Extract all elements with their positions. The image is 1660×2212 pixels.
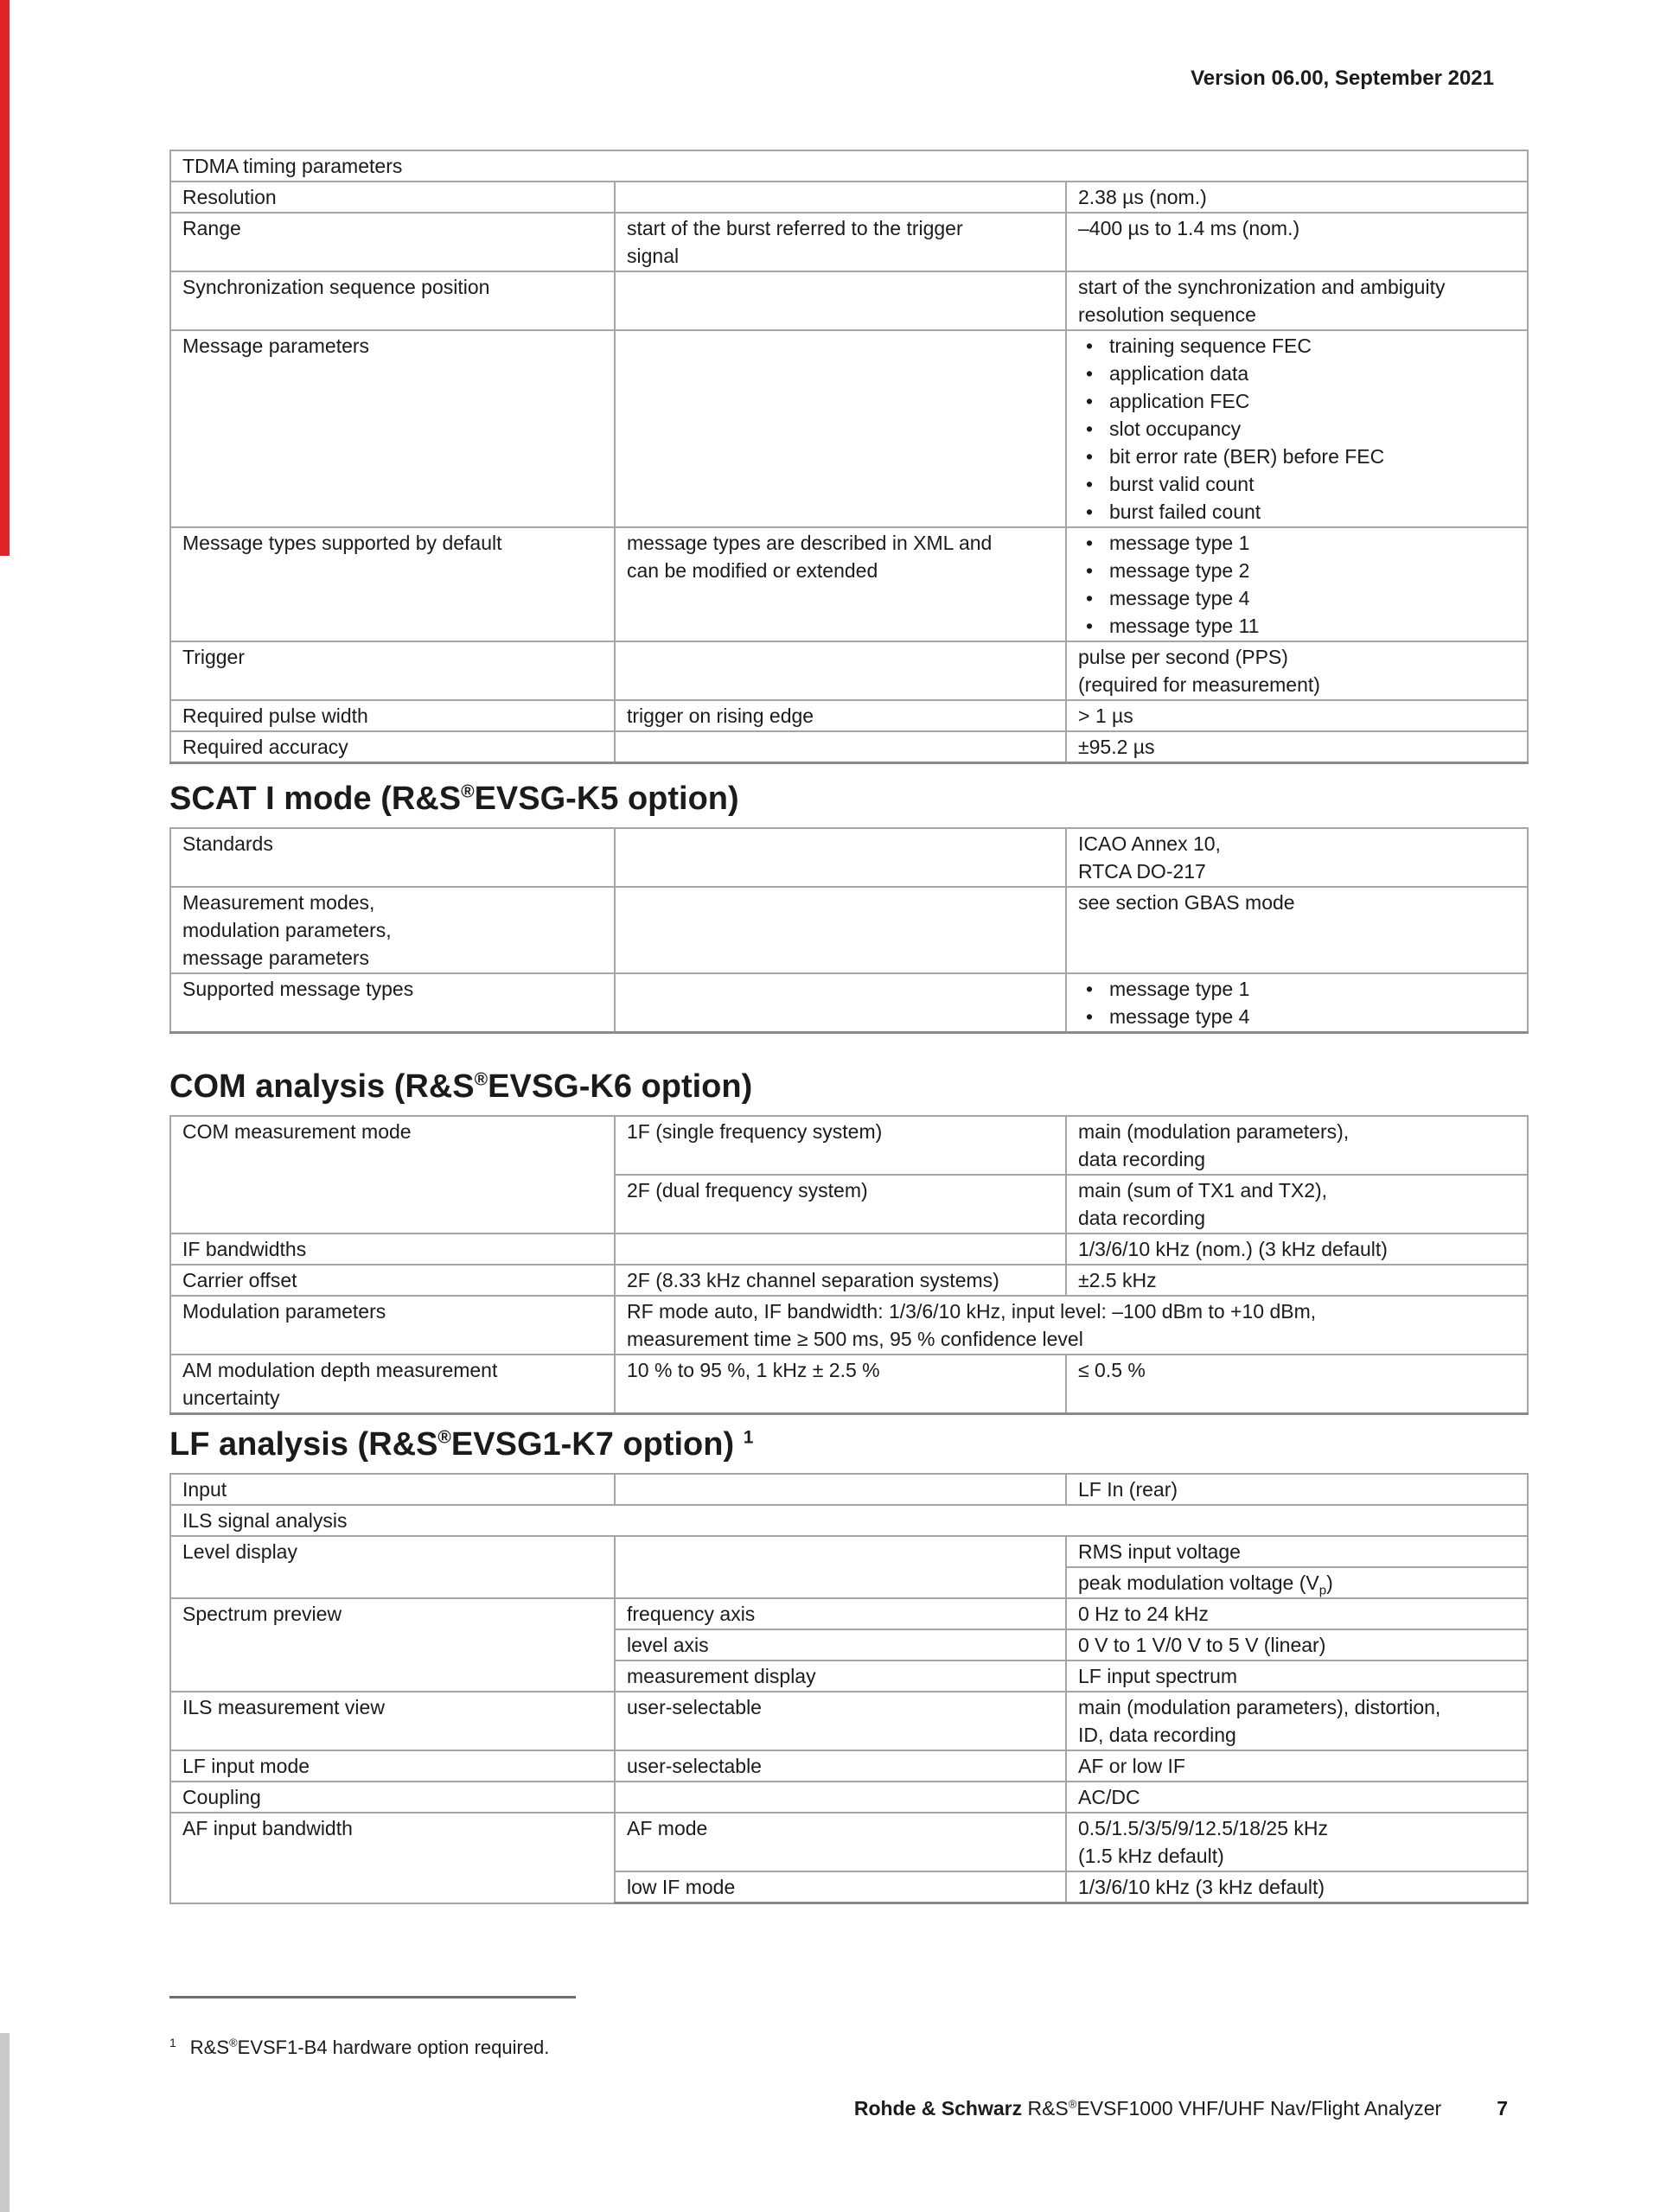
table-cell bbox=[1066, 828, 1528, 887]
bullet-item: • message type 11 bbox=[1078, 612, 1518, 640]
cell-line: 0.5/1.5/3/5/9/12.5/18/25 kHz bbox=[1078, 1817, 1328, 1839]
table-cell: 1F (single frequency system) bbox=[615, 1116, 1066, 1175]
table-cell bbox=[615, 330, 1066, 527]
bullet-item: • bit error rate (BER) before FEC bbox=[1078, 443, 1518, 470]
bullet-item: • application data bbox=[1078, 360, 1518, 387]
table-row bbox=[170, 1598, 1528, 1629]
table-cell: Supported message types bbox=[170, 973, 615, 1033]
table-cell: ILS measurement view bbox=[170, 1692, 615, 1750]
table-row bbox=[170, 330, 1528, 527]
table-cell: low IF mode bbox=[615, 1871, 1066, 1903]
cell-line: measurement time ≥ 500 ms, 95 % confidence level bbox=[627, 1328, 1083, 1350]
table-row bbox=[170, 271, 1528, 330]
table-cell: level axis bbox=[615, 1629, 1066, 1661]
bullet-item: • burst valid count bbox=[1078, 470, 1518, 498]
table-cell: Input bbox=[170, 1474, 615, 1505]
table-cell: AF input bandwidth bbox=[170, 1813, 615, 1903]
table-cell: > 1 µs bbox=[1066, 700, 1528, 731]
bullet-item: • burst failed count bbox=[1078, 498, 1518, 526]
table-row bbox=[170, 150, 1528, 182]
table-row bbox=[170, 1233, 1528, 1265]
table-cell bbox=[1066, 1692, 1528, 1750]
table-cell bbox=[615, 182, 1066, 213]
table-row bbox=[170, 1813, 1528, 1871]
table-cell bbox=[615, 213, 1066, 271]
bullet-item: • message type 4 bbox=[1078, 584, 1518, 612]
table-row bbox=[170, 1296, 1528, 1355]
table-cell: Required pulse width bbox=[170, 700, 615, 731]
cell-line: main (sum of TX1 and TX2), bbox=[1078, 1179, 1328, 1202]
table-row bbox=[170, 731, 1528, 763]
cell-line: (1.5 kHz default) bbox=[1078, 1845, 1224, 1867]
table-row bbox=[170, 1355, 1528, 1414]
bullet-item: • message type 2 bbox=[1078, 557, 1518, 584]
table-row bbox=[170, 828, 1528, 887]
table-cell bbox=[170, 1355, 615, 1414]
cell-line: ICAO Annex 10, bbox=[1078, 832, 1221, 855]
table-row bbox=[170, 700, 1528, 731]
table-row bbox=[170, 1265, 1528, 1296]
table-row bbox=[170, 973, 1528, 1033]
table-cell: LF In (rear) bbox=[1066, 1474, 1528, 1505]
table-cell bbox=[1066, 1116, 1528, 1175]
table-row bbox=[170, 1692, 1528, 1750]
cell-line: (required for measurement) bbox=[1078, 673, 1320, 696]
table-row bbox=[170, 1474, 1528, 1505]
table-cell: Coupling bbox=[170, 1782, 615, 1813]
table-cell bbox=[615, 973, 1066, 1033]
bullet-item: • application FEC bbox=[1078, 387, 1518, 415]
bullet-item: • message type 4 bbox=[1078, 1003, 1518, 1030]
cell-line: RTCA DO-217 bbox=[1078, 860, 1206, 883]
section-heading: LF analysis (R&S®EVSG1-K7 option) $^1$ bbox=[169, 1426, 754, 1463]
table-cell bbox=[615, 731, 1066, 763]
table-cell: frequency axis bbox=[615, 1598, 1066, 1629]
table-cell: Required accuracy bbox=[170, 731, 615, 763]
table-cell bbox=[615, 1296, 1528, 1355]
table-cell: AF or low IF bbox=[1066, 1750, 1528, 1782]
table-cell: trigger on rising edge bbox=[615, 700, 1066, 731]
table-cell bbox=[615, 641, 1066, 700]
table-cell bbox=[615, 527, 1066, 641]
table-cell: COM measurement mode bbox=[170, 1116, 615, 1233]
table-cell: 0 Hz to 24 kHz bbox=[1066, 1598, 1528, 1629]
table-row bbox=[170, 527, 1528, 641]
table-cell: Standards bbox=[170, 828, 615, 887]
table-cell bbox=[615, 1782, 1066, 1813]
table-cell bbox=[1066, 1175, 1528, 1233]
table-cell: Synchronization sequence position bbox=[170, 271, 615, 330]
table-cell bbox=[1066, 973, 1528, 1033]
cell-line: RF mode auto, IF bandwidth: 1/3/6/10 kHz, input level: –100 dBm to +10 dBm, bbox=[627, 1300, 1317, 1323]
table-cell bbox=[1066, 527, 1528, 641]
table-cell: measurement display bbox=[615, 1661, 1066, 1692]
table-cell: AC/DC bbox=[1066, 1782, 1528, 1813]
table-cell bbox=[1066, 1813, 1528, 1871]
table-row bbox=[170, 887, 1528, 973]
cell-line: data recording bbox=[1078, 1207, 1206, 1229]
cell-line: can be modified or extended bbox=[627, 559, 878, 582]
table-cell bbox=[1066, 330, 1528, 527]
table-cell: Message parameters bbox=[170, 330, 615, 527]
cell-line: modulation parameters, bbox=[182, 919, 392, 941]
footnote-divider bbox=[169, 1996, 576, 1998]
table-cell: 10 % to 95 %, 1 kHz ± 2.5 % bbox=[615, 1355, 1066, 1414]
section-heading: SCAT I mode (R&S®EVSG-K5 option) bbox=[169, 781, 739, 817]
table-row bbox=[170, 1116, 1528, 1175]
footer-text: Rohde & Schwarz R&S®EVSF1000 VHF/UHF Nav/Flight Analyzer bbox=[853, 2097, 1442, 2120]
section-scat bbox=[169, 779, 1527, 1034]
cell-line: data recording bbox=[1078, 1148, 1206, 1170]
table-cell: 2F (8.33 kHz channel separation systems) bbox=[615, 1265, 1066, 1296]
cell-line: ID, data recording bbox=[1078, 1724, 1236, 1746]
table-row bbox=[170, 1536, 1528, 1567]
table-cell: ±95.2 µs bbox=[1066, 731, 1528, 763]
table-cell: peak modulation voltage $(V_p)$ bbox=[1066, 1567, 1528, 1598]
table-cell: user-selectable bbox=[615, 1750, 1066, 1782]
table-cell: ILS signal analysis bbox=[170, 1505, 1528, 1536]
bullet-item: • message type 1 bbox=[1078, 975, 1518, 1003]
cell-line: pulse per second (PPS) bbox=[1078, 646, 1288, 668]
cell-line: uncertainty bbox=[182, 1386, 280, 1409]
table-cell: LF input mode bbox=[170, 1750, 615, 1782]
table-row bbox=[170, 1750, 1528, 1782]
spec-table bbox=[169, 1115, 1529, 1415]
table-cell: Range bbox=[170, 213, 615, 271]
table-cell: –400 µs to 1.4 ms (nom.) bbox=[1066, 213, 1528, 271]
spec-table bbox=[169, 150, 1529, 764]
table-row bbox=[170, 1782, 1528, 1813]
table-cell bbox=[1066, 641, 1528, 700]
table-cell bbox=[615, 828, 1066, 887]
table-cell: IF bandwidths bbox=[170, 1233, 615, 1265]
page-number: 7 bbox=[1497, 2097, 1508, 2120]
cell-line: main (modulation parameters), distortion, bbox=[1078, 1696, 1441, 1718]
table-cell bbox=[170, 887, 615, 973]
bullet-item: • training sequence FEC bbox=[1078, 332, 1518, 360]
table-cell bbox=[615, 1536, 1066, 1598]
page-edge-red-bar bbox=[0, 0, 10, 556]
section-heading: COM analysis (R&S®EVSG-K6 option) bbox=[169, 1068, 753, 1105]
table-row bbox=[170, 1505, 1528, 1536]
table-cell bbox=[1066, 271, 1528, 330]
footnote-text: R&S®EVSF1-B4 hardware option required. bbox=[189, 2037, 550, 2059]
table-row bbox=[170, 182, 1528, 213]
cell-line: AM modulation depth measurement bbox=[182, 1359, 498, 1381]
table-row bbox=[170, 213, 1528, 271]
table-cell: 1/3/6/10 kHz (3 kHz default) bbox=[1066, 1871, 1528, 1903]
table-cell: Trigger bbox=[170, 641, 615, 700]
table-cell: 0 V to 1 V/0 V to 5 V (linear) bbox=[1066, 1629, 1528, 1661]
cell-line: start of the burst referred to the trigger bbox=[627, 217, 963, 239]
table-cell: LF input spectrum bbox=[1066, 1661, 1528, 1692]
section-tdma bbox=[169, 150, 1527, 764]
table-cell: ±2.5 kHz bbox=[1066, 1265, 1528, 1296]
table-cell: Carrier offset bbox=[170, 1265, 615, 1296]
spec-table bbox=[169, 827, 1529, 1034]
footnote bbox=[169, 2030, 549, 2061]
cell-line: start of the synchronization and ambiguity bbox=[1078, 276, 1446, 298]
cell-line: message types are described in XML and bbox=[627, 532, 993, 554]
cell-line: main (modulation parameters), bbox=[1078, 1120, 1350, 1143]
table-cell: Message types supported by default bbox=[170, 527, 615, 641]
cell-line: message parameters bbox=[182, 947, 370, 969]
cell-line: Measurement modes, bbox=[182, 891, 375, 914]
page-edge-gray-bar bbox=[0, 2033, 10, 2212]
spec-table bbox=[169, 1473, 1529, 1904]
bullet-item: • message type 1 bbox=[1078, 529, 1518, 557]
table-cell: user-selectable bbox=[615, 1692, 1066, 1750]
table-cell: Resolution bbox=[170, 182, 615, 213]
table-cell bbox=[615, 271, 1066, 330]
table-cell: TDMA timing parameters bbox=[170, 150, 1528, 182]
table-row bbox=[170, 641, 1528, 700]
section-com bbox=[169, 1067, 1527, 1415]
table-cell: Modulation parameters bbox=[170, 1296, 615, 1355]
table-cell: 1/3/6/10 kHz (nom.) (3 kHz default) bbox=[1066, 1233, 1528, 1265]
bullet-item: • slot occupancy bbox=[1078, 415, 1518, 443]
footnote-marker: 1 bbox=[169, 2036, 176, 2049]
table-cell: Level display bbox=[170, 1536, 615, 1598]
section-lf bbox=[169, 1425, 1527, 1904]
table-cell: Spectrum preview bbox=[170, 1598, 615, 1692]
table-cell: ≤ 0.5 % bbox=[1066, 1355, 1528, 1414]
table-cell: see section GBAS mode bbox=[1066, 887, 1528, 973]
table-cell bbox=[615, 1474, 1066, 1505]
version-header: Version 06.00, September 2021 bbox=[1191, 67, 1494, 90]
page-footer bbox=[854, 2095, 1508, 2121]
table-cell bbox=[615, 887, 1066, 973]
table-cell: 2.38 µs (nom.) bbox=[1066, 182, 1528, 213]
table-cell bbox=[615, 1233, 1066, 1265]
cell-line: signal bbox=[627, 245, 680, 267]
table-cell: AF mode bbox=[615, 1813, 1066, 1871]
table-cell: 2F (dual frequency system) bbox=[615, 1175, 1066, 1233]
cell-line: resolution sequence bbox=[1078, 303, 1256, 326]
table-cell: RMS input voltage bbox=[1066, 1536, 1528, 1567]
